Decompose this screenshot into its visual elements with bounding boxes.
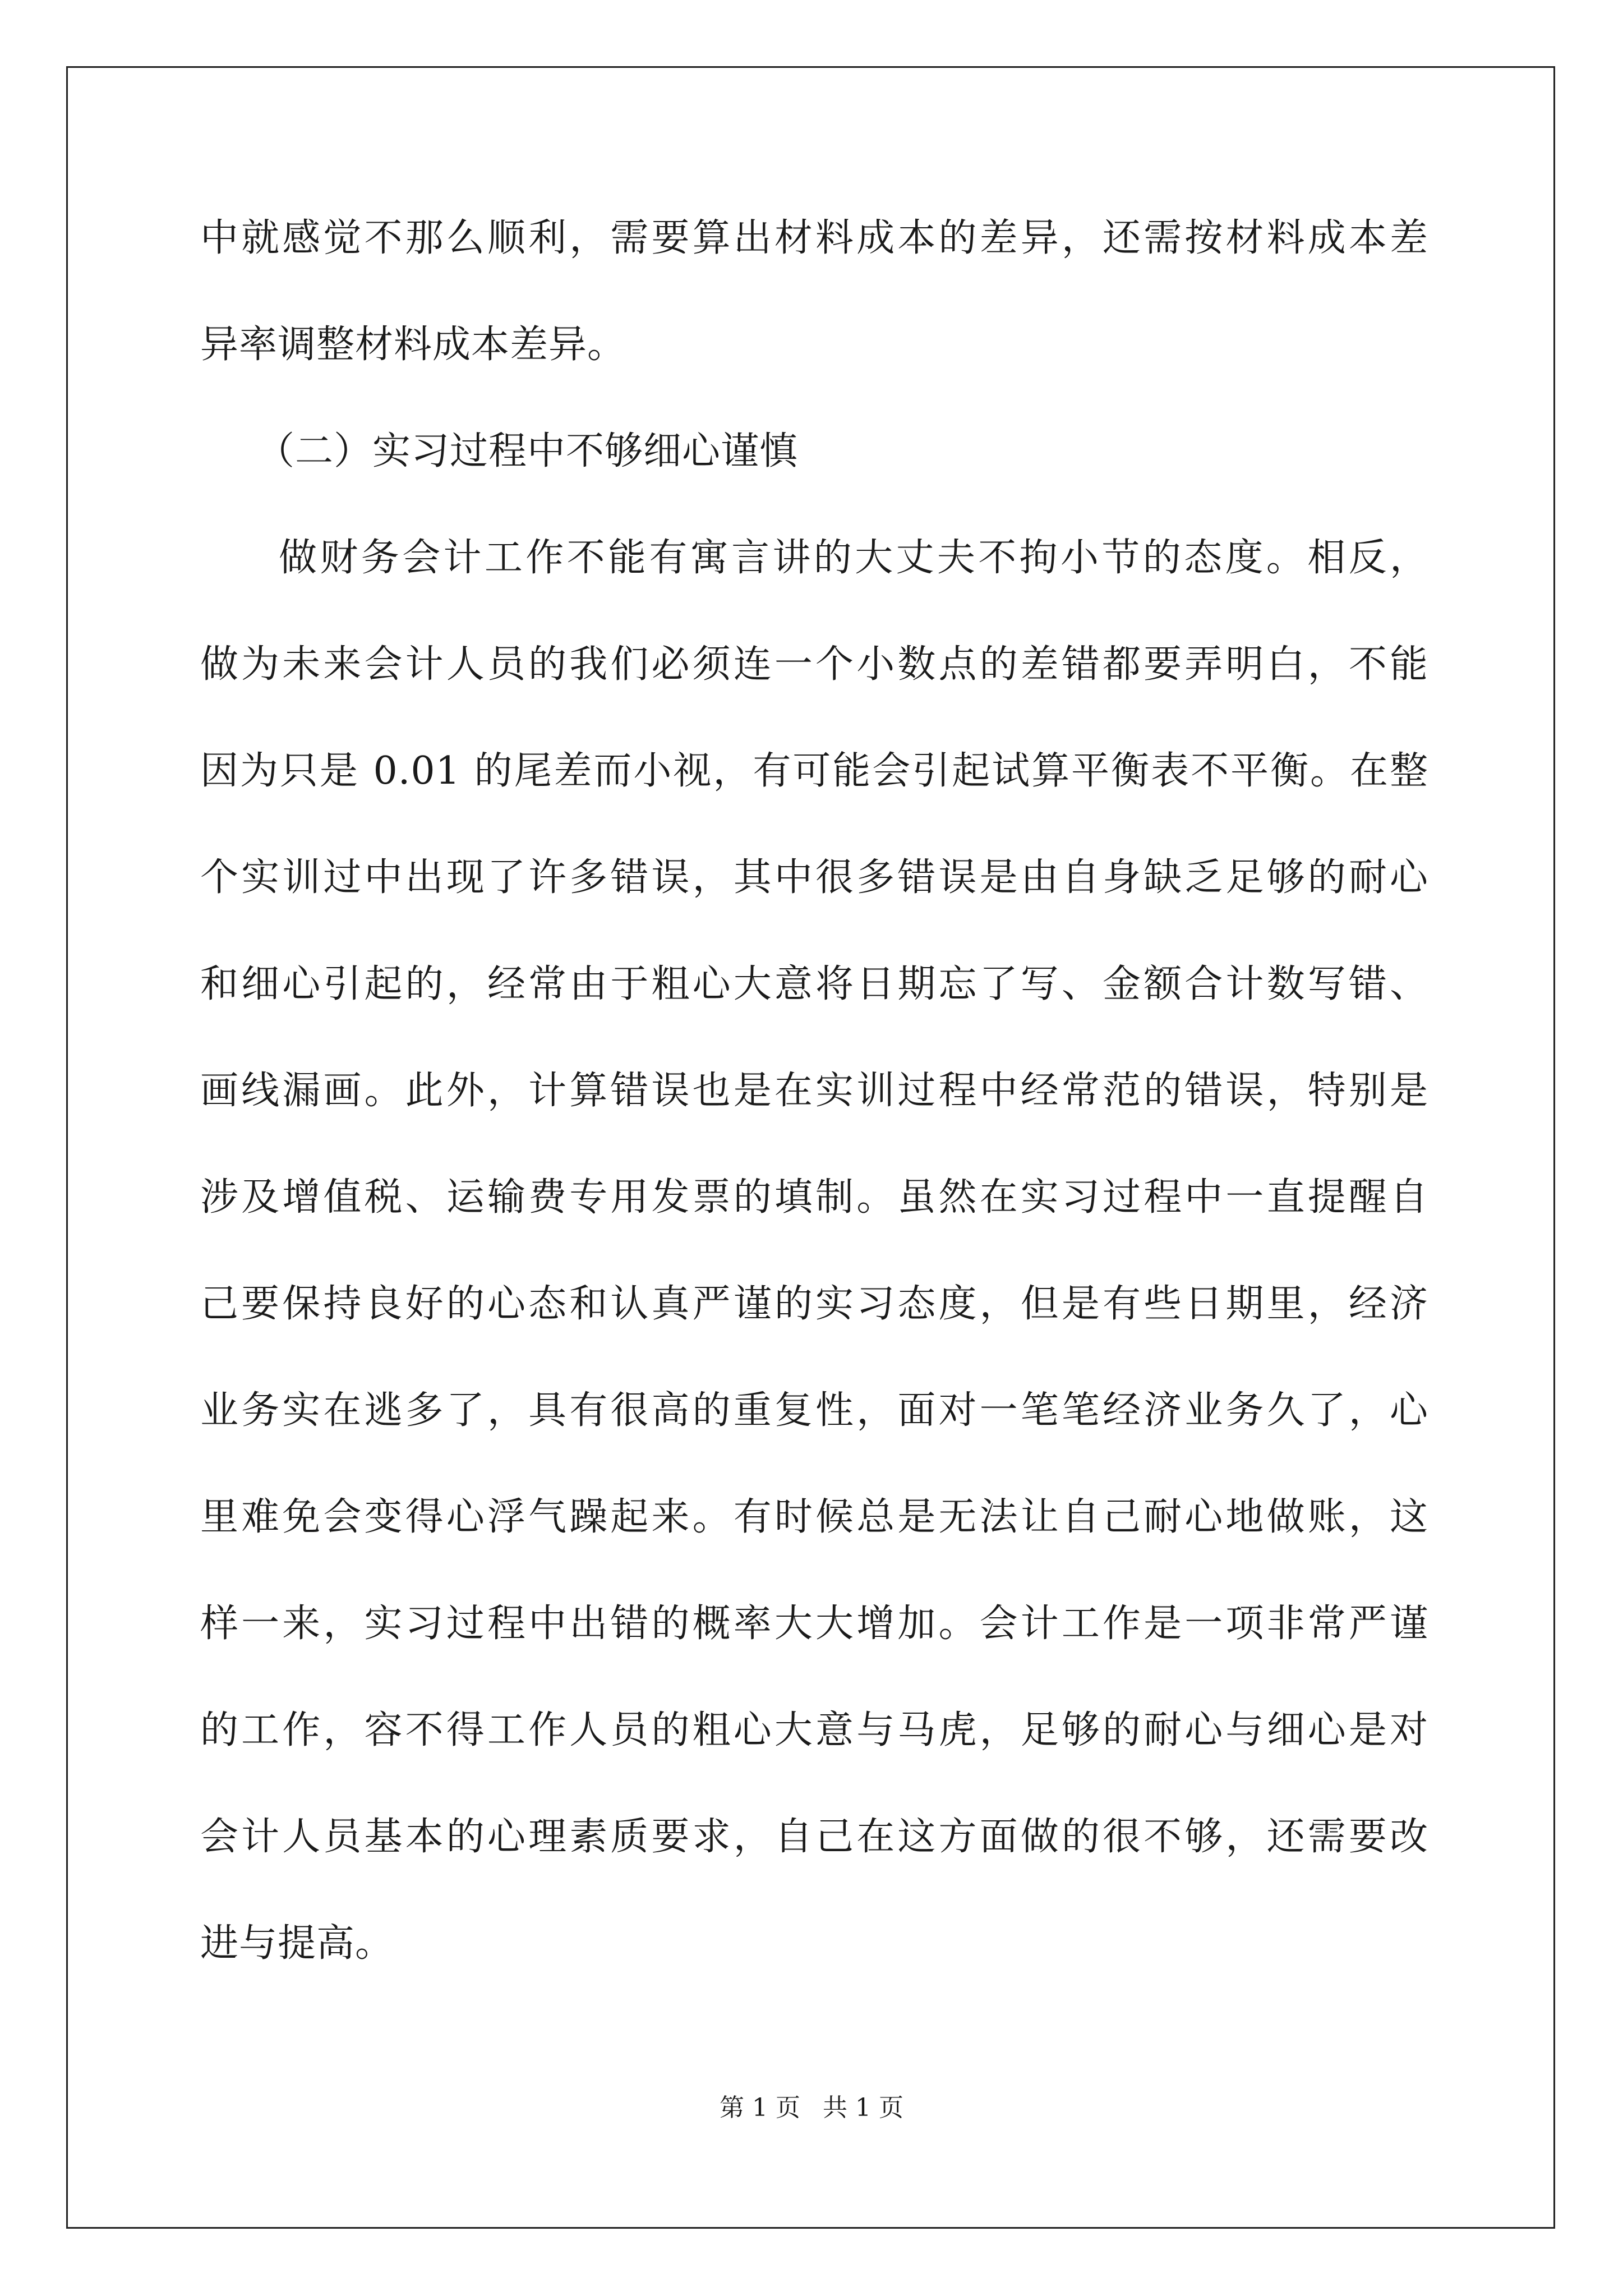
- body-line: 和细心引起的，经常由于粗心大意将日期忘了写、金额合计数写错、: [200, 962, 1428, 1006]
- body-line: 己要保持良好的心态和认真严谨的实习态度，但是有些日期里，经济: [200, 1282, 1428, 1326]
- page-number: 第 1 页: [720, 2093, 800, 2122]
- body-line: 进与提高。: [200, 1921, 394, 1966]
- body-line: 异率调整材料成本差异。: [200, 323, 626, 367]
- body-line: 涉及增值税、运输费专用发票的填制。虽然在实习过程中一直提醒自: [200, 1175, 1428, 1220]
- body-line: 个实训过中出现了许多错误，其中很多错误是由自身缺乏足够的耐心: [200, 855, 1428, 900]
- body-line: 中就感觉不那么顺利，需要算出材料成本的差异，还需按材料成本差: [200, 216, 1428, 260]
- paragraph-first-line: 做财务会计工作不能有寓言讲的大丈夫不拘小节的态度。相反，: [279, 536, 1428, 580]
- body-line: 业务实在逃多了，具有很高的重复性，面对一笔笔经济业务久了，心: [200, 1388, 1428, 1433]
- page-total: 共 1 页: [823, 2093, 903, 2122]
- page-footer: [0, 2091, 1623, 2125]
- body-line: 里难免会变得心浮气躁起来。有时候总是无法让自己耐心地做账，这: [200, 1495, 1428, 1539]
- body-line: 的工作，容不得工作人员的粗心大意与马虎，足够的耐心与细心是对: [200, 1708, 1428, 1752]
- section-heading: （二）实习过程中不够细心谨慎: [256, 429, 799, 473]
- body-line: 做为未来会计人员的我们必须连一个小数点的差错都要弄明白，不能: [200, 642, 1428, 687]
- body-line: 画线漏画。此外，计算错误也是在实训过程中经常范的错误，特别是: [200, 1069, 1428, 1113]
- body-line: 因为只是 0.01 的尾差而小视，有可能会引起试算平衡表不平衡。在整: [200, 749, 1428, 793]
- document-body: [200, 185, 1428, 1997]
- body-line: 会计人员基本的心理素质要求，自己在这方面做的很不够，还需要改: [200, 1815, 1428, 1859]
- body-line: 样一来，实习过程中出错的概率大大增加。会计工作是一项非常严谨: [200, 1602, 1428, 1646]
